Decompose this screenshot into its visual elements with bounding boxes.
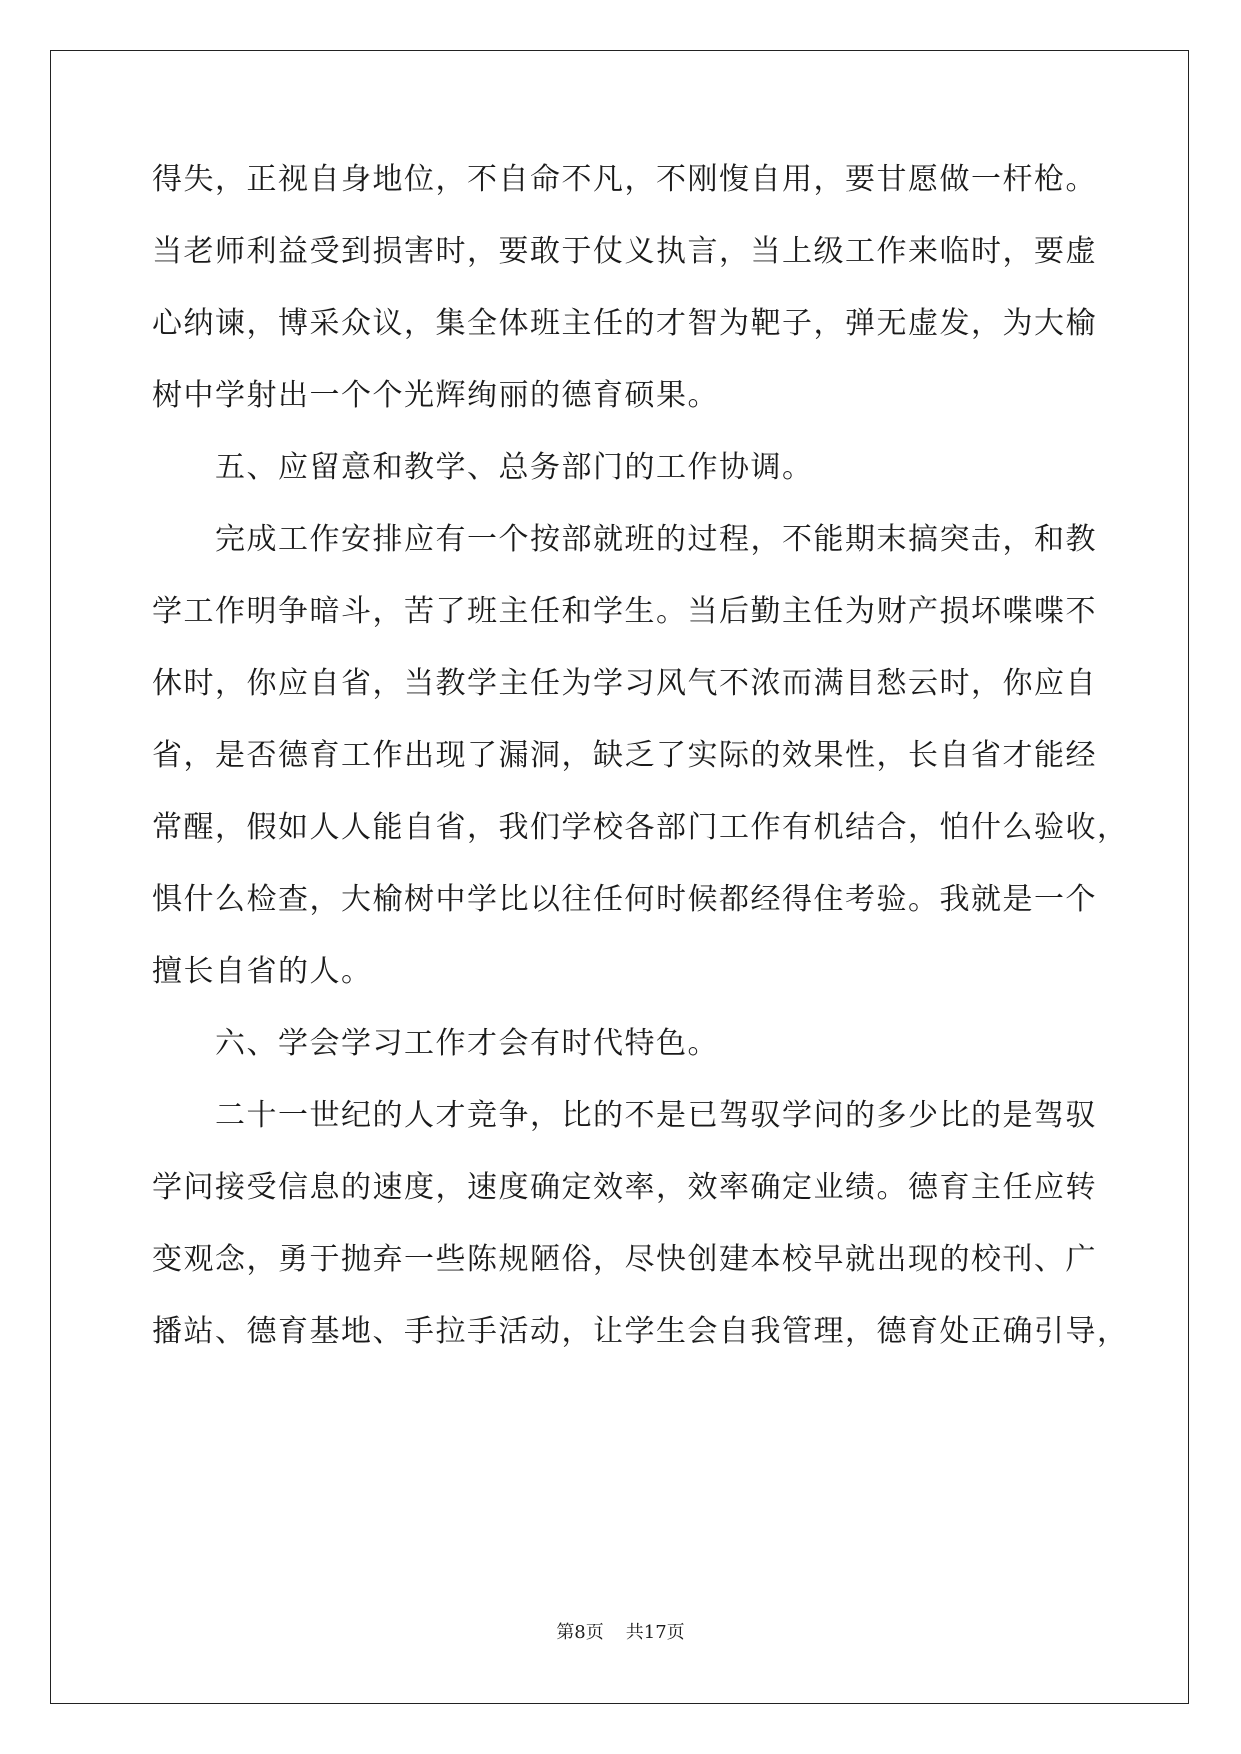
body-line: 当老师利益受到损害时，要敢于仗义执言，当上级工作来临时，要虚 — [152, 234, 1097, 269]
page-number: 第8页 — [556, 1622, 604, 1643]
body-line: 二十一世纪的人才竞争，比的不是已驾驭学问的多少比的是驾驭 — [152, 1098, 1097, 1133]
body-line: 树中学射出一个个光辉绚丽的德育硕果。 — [152, 378, 719, 413]
body-line: 学工作明争暗斗，苦了班主任和学生。当后勤主任为财产损坏喋喋不 — [152, 594, 1097, 629]
body-line: 变观念，勇于抛弃一些陈规陋俗，尽快创建本校早就出现的校刊、广 — [152, 1242, 1097, 1277]
section-heading: 五、应留意和教学、总务部门的工作协调。 — [152, 450, 814, 485]
body-line: 省，是否德育工作出现了漏洞，缺乏了实际的效果性，长自省才能经 — [152, 738, 1097, 773]
body-line: 心纳谏，博采众议，集全体班主任的才智为靶子，弹无虚发，为大榆 — [152, 306, 1097, 341]
body-line: 学问接受信息的速度，速度确定效率，效率确定业绩。德育主任应转 — [152, 1170, 1097, 1205]
body-line: 惧什么检查，大榆树中学比以往任何时候都经得住考验。我就是一个 — [152, 882, 1097, 917]
body-line: 播站、德育基地、手拉手活动，让学生会自我管理，德育处正确引导， — [152, 1314, 1129, 1349]
body-line: 完成工作安排应有一个按部就班的过程，不能期末搞突击，和教 — [152, 522, 1097, 557]
page-border — [50, 50, 1189, 1704]
page-footer — [0, 1621, 1241, 1645]
page-total: 共17页 — [625, 1622, 685, 1643]
body-line: 擅长自省的人。 — [152, 954, 373, 989]
body-line: 常醒，假如人人能自省，我们学校各部门工作有机结合，怕什么验收， — [152, 810, 1129, 845]
body-line: 得失，正视自身地位，不自命不凡，不刚愎自用，要甘愿做一杆枪。 — [152, 162, 1097, 197]
section-heading: 六、学会学习工作才会有时代特色。 — [152, 1026, 719, 1061]
body-line: 休时，你应自省，当教学主任为学习风气不浓而满目愁云时，你应自 — [152, 666, 1097, 701]
